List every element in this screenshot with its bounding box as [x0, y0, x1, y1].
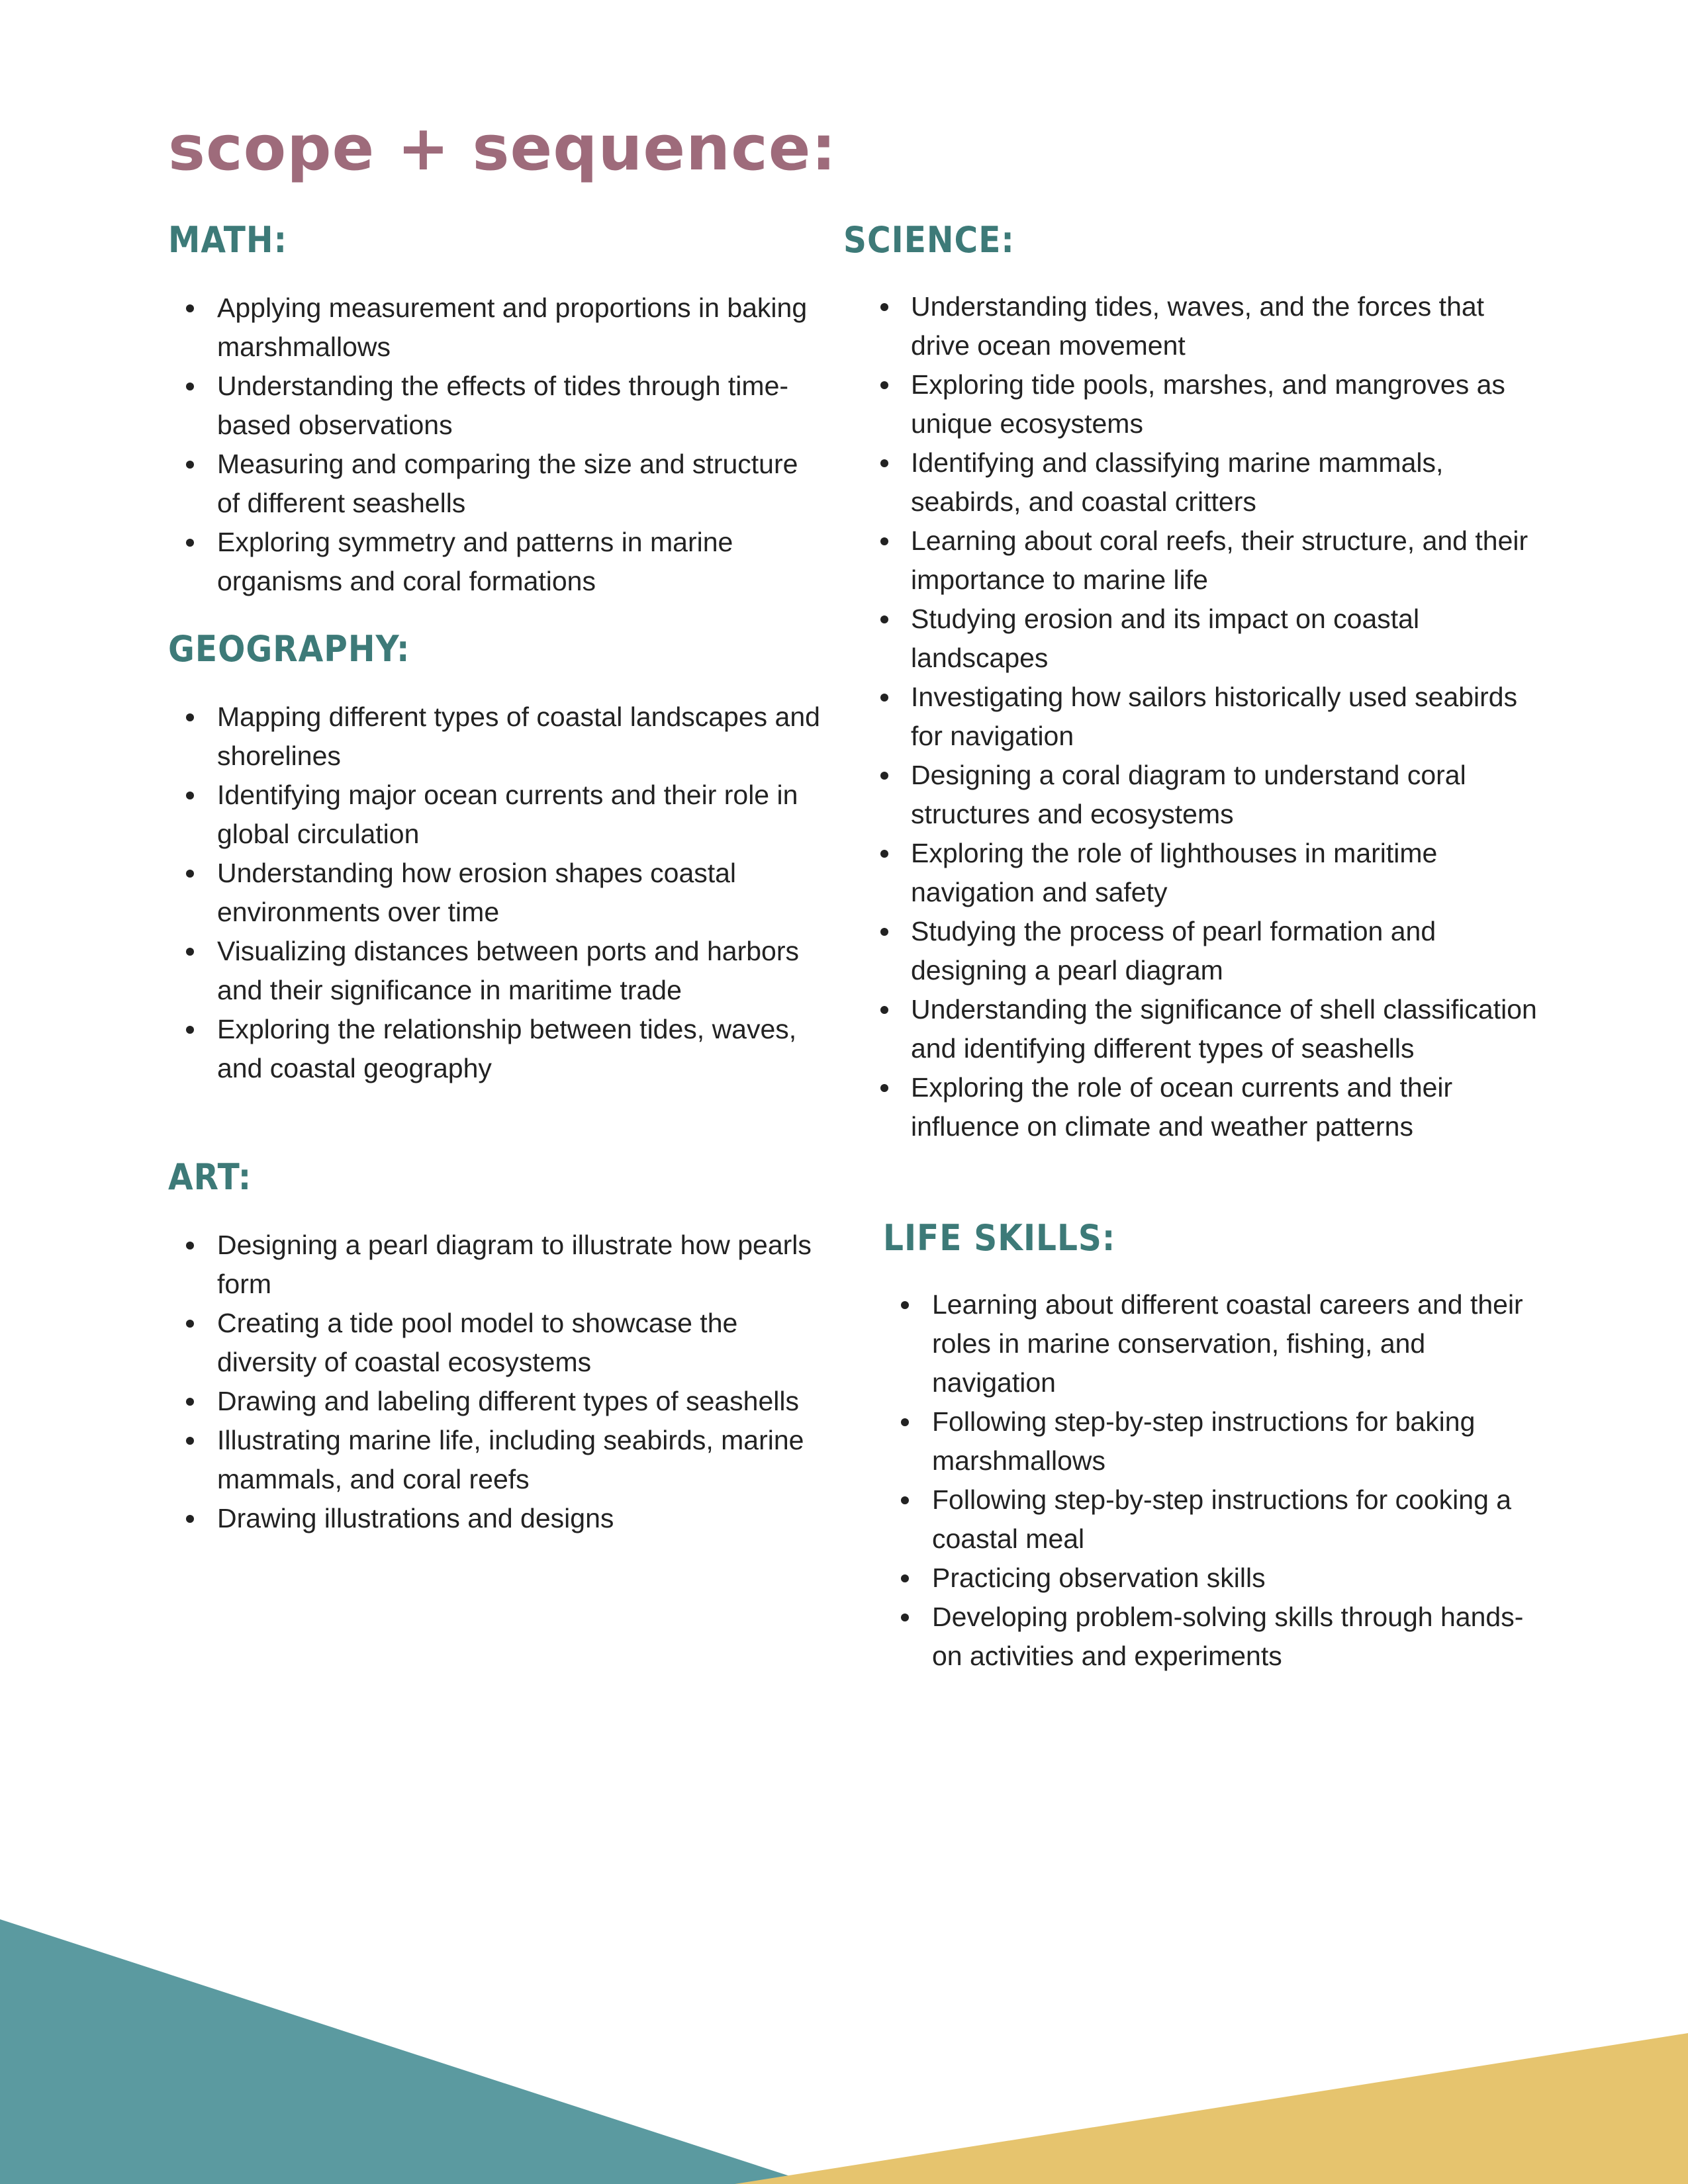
gold-shape [735, 2033, 1688, 2184]
list-item: Understanding tides, waves, and the forces that drive ocean movement [843, 287, 1545, 365]
list-item: Practicing observation skills [883, 1559, 1545, 1598]
list-item: Learning about coral reefs, their structure, and their importance to marine life [843, 522, 1545, 600]
page-title: scope + sequence: [168, 113, 837, 185]
section-heading-art: ART: [168, 1156, 252, 1198]
list-item: Exploring the relationship between tides, waves, and coastal geography [168, 1010, 830, 1088]
list-item: Creating a tide pool model to showcase the diversity of coastal ecosystems [168, 1304, 817, 1382]
list-math [168, 289, 817, 601]
list-item: Applying measurement and proportions in baking marshmallows [168, 289, 817, 367]
section-heading-math: MATH: [168, 219, 287, 261]
section-geography [168, 628, 830, 1088]
list-item: Exploring the role of ocean currents and their influence on climate and weather patterns [843, 1068, 1545, 1146]
section-heading-life-skills: LIFE SKILLS: [883, 1217, 1116, 1259]
list-item: Exploring tide pools, marshes, and mangroves as unique ecosystems [843, 365, 1545, 443]
list-item: Following step-by-step instructions for baking marshmallows [883, 1402, 1545, 1480]
list-science [843, 287, 1545, 1146]
list-art [168, 1226, 817, 1538]
list-item: Measuring and comparing the size and structure of different seashells [168, 445, 817, 523]
list-item: Understanding the significance of shell classification and identifying different types of seashells [843, 990, 1545, 1068]
list-item: Exploring the role of lighthouses in maritime navigation and safety [843, 834, 1545, 912]
list-item: Following step-by-step instructions for cooking a coastal meal [883, 1480, 1545, 1559]
list-item: Studying erosion and its impact on coastal landscapes [843, 600, 1545, 678]
list-item: Identifying and classifying marine mammals, seabirds, and coastal critters [843, 443, 1545, 522]
list-item: Learning about different coastal careers and their roles in marine conservation, fishing, and navigation [883, 1285, 1545, 1402]
list-item: Mapping different types of coastal landscapes and shorelines [168, 698, 830, 776]
list-item: Visualizing distances between ports and harbors and their significance in maritime trade [168, 932, 830, 1010]
section-life-skills [883, 1217, 1545, 1676]
list-item: Exploring symmetry and patterns in marine organisms and coral formations [168, 523, 817, 601]
section-heading-science: SCIENCE: [843, 219, 1015, 261]
list-item: Designing a coral diagram to understand coral structures and ecosystems [843, 756, 1545, 834]
list-life-skills [883, 1285, 1545, 1676]
teal-shape [0, 1919, 814, 2184]
section-math [168, 219, 817, 601]
list-item: Understanding how erosion shapes coastal environments over time [168, 854, 830, 932]
list-item: Understanding the effects of tides through time-based observations [168, 367, 817, 445]
list-item: Identifying major ocean currents and their role in global circulation [168, 776, 830, 854]
list-item: Designing a pearl diagram to illustrate how pearls form [168, 1226, 817, 1304]
list-item: Developing problem-solving skills through hands-on activities and experiments [883, 1598, 1545, 1676]
section-heading-geography: GEOGRAPHY: [168, 628, 410, 670]
section-art [168, 1156, 817, 1538]
list-item: Drawing illustrations and designs [168, 1499, 817, 1538]
section-science [843, 219, 1545, 1146]
list-item: Investigating how sailors historically used seabirds for navigation [843, 678, 1545, 756]
list-geography [168, 698, 830, 1088]
list-item: Drawing and labeling different types of seashells [168, 1382, 817, 1421]
list-item: Illustrating marine life, including seabirds, marine mammals, and coral reefs [168, 1421, 817, 1499]
list-item: Studying the process of pearl formation and designing a pearl diagram [843, 912, 1545, 990]
